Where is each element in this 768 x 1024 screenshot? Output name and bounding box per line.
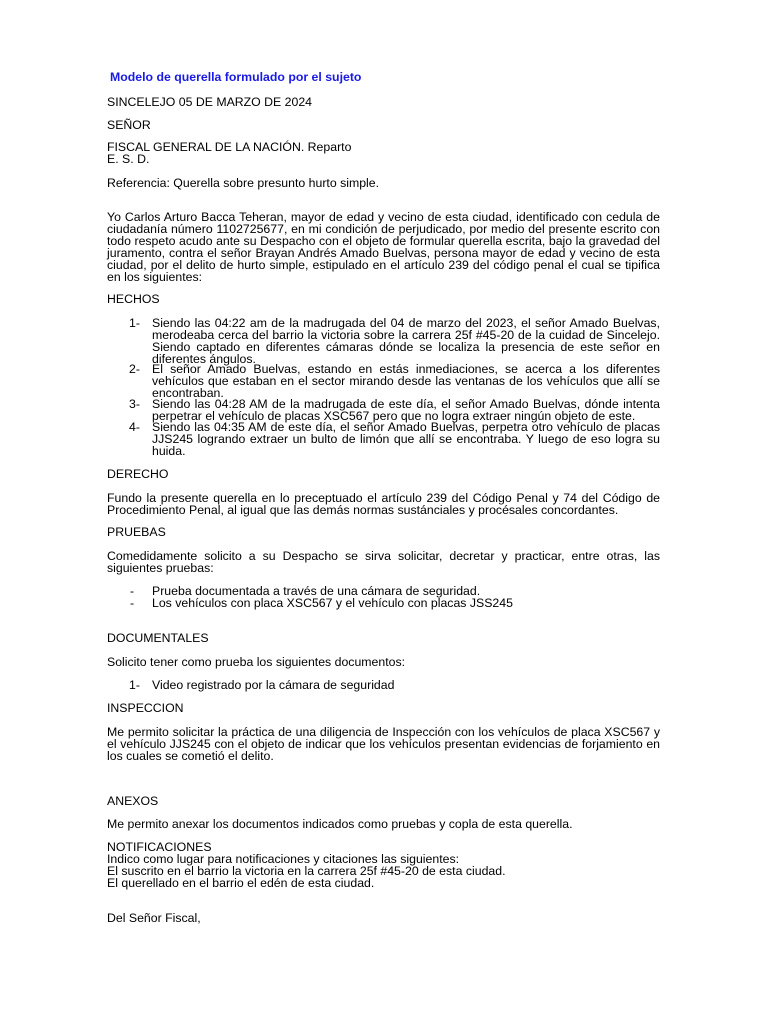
closing-line: Del Señor Fiscal, [107,911,201,925]
derecho-heading: DERECHO [107,467,169,481]
list-item-text: Los vehículos con placa XSC567 y el vehículo con placas JSS245 [152,596,513,610]
list-item-text: Video registrado por la cámara de seguridad [152,678,395,692]
inspeccion-heading: INSPECCION [107,701,184,715]
anexos-paragraph: Me permito anexar los documentos indicados como pruebas y copla de esta querella. [107,817,573,831]
list-item-text: Siendo las 04:28 AM de la madrugada de este día, el señor Amado Buelvas, dónde intenta perpetrar el vehículo de placas XSC567 pero que no logra extraer ningún objeto de este. [152,397,660,423]
hechos-heading: HECHOS [107,292,160,306]
derecho-paragraph: Fundo la presente querella en lo preceptuado el artículo 239 del Código Penal y 74 del Código de Procedimiento Penal, al igual que las demás normas sustánciales y procésales concordantes. [107,491,660,517]
reference-line: Referencia: Querella sobre presunto hurto simple. [107,176,380,190]
list-bullet: - [130,584,135,598]
notificaciones-heading: NOTIFICACIONES [107,840,212,854]
intro-paragraph: Yo Carlos Arturo Bacca Teheran, mayor de edad y vecino de esta ciudad, identificado con cedula de ciudadanía número 1102725677, en mi condición de perjudicado, por medio del presente escrito con todo respeto acudo ante su Despacho con el objeto de formular querella escrita, bajo la gravedad del juramento, contra el señor Brayan Andrés Amado Buelvas, persona mayor de edad y vecino de esta ciudad, por el delito de hurto simple, estipulado en el artículo 239 del código penal el cual se tipifica en los siguientes: [107,210,660,284]
inspeccion-paragraph: Me permito solicitar la práctica de una diligencia de Inspección con los vehículos de placa XSC567 y el vehículo JJS245 con el objeto de indicar que los vehículos presentan evidencias de forjamiento en los cuales se cometió el delito. [107,725,660,763]
list-item-text: Siendo las 04:35 AM de este día, el señor Amado Buelvas, perpetra otro vehículo de placas JJS245 logrando extraer un bulto de limón que allí se encontraba. Y luego de eso logra su huida. [152,420,660,458]
notificaciones-line-2: El suscrito en el barrio la victoria en la carrera 25f #45-20 de esta ciudad. [107,864,506,878]
recipient-line-1: FISCAL GENERAL DE LA NACIÓN. Reparto [107,140,352,154]
pruebas-paragraph: Comedidamente solicito a su Despacho se sirva solicitar, decretar y practicar, entre otras, las siguientes pruebas: [107,549,660,575]
list-item-text: Siendo las 04:22 am de la madrugada del 04 de marzo del 2023, el señor Amado Buelvas, merodeaba cerca del barrio la victoria sobre la carrera 25f #45-20 de la cuidad de Sincelejo. Siendo captado en diferentes cámaras dónde se localiza la presencia de este señor en diferentes ángulos. [152,316,660,366]
list-number: 3- [129,397,140,411]
anexos-heading: ANEXOS [107,794,159,808]
pruebas-heading: PRUEBAS [107,525,166,539]
notificaciones-line-1: Indico como lugar para notificaciones y citaciones las siguientes: [107,852,460,866]
documentales-heading: DOCUMENTALES [107,631,209,645]
date-line: SINCELEJO 05 DE MARZO DE 2024 [107,95,313,109]
list-item-text: El señor Amado Buelvas, estando en estás inmediaciones, se acerca a los diferentes vehículos que estaban en el sector mirando desde las ventanas de los vehículos que allí se encontraban. [152,362,660,400]
salutation: SEÑOR [107,118,151,132]
list-bullet: - [130,596,135,610]
recipient-line-2: E. S. D. [107,152,150,166]
list-number: 1- [129,316,140,330]
list-item-text: Prueba documentada a través de una cámara de seguridad. [152,584,481,598]
list-number: 2- [129,362,140,376]
list-number: 4- [129,420,140,434]
documentales-paragraph: Solicito tener como prueba los siguientes documentos: [107,655,406,669]
notificaciones-line-3: El querellado en el barrio el edén de esta ciudad. [107,876,375,890]
list-number: 1- [129,678,140,692]
document-title: Modelo de querella formulado por el sujeto [110,70,362,84]
